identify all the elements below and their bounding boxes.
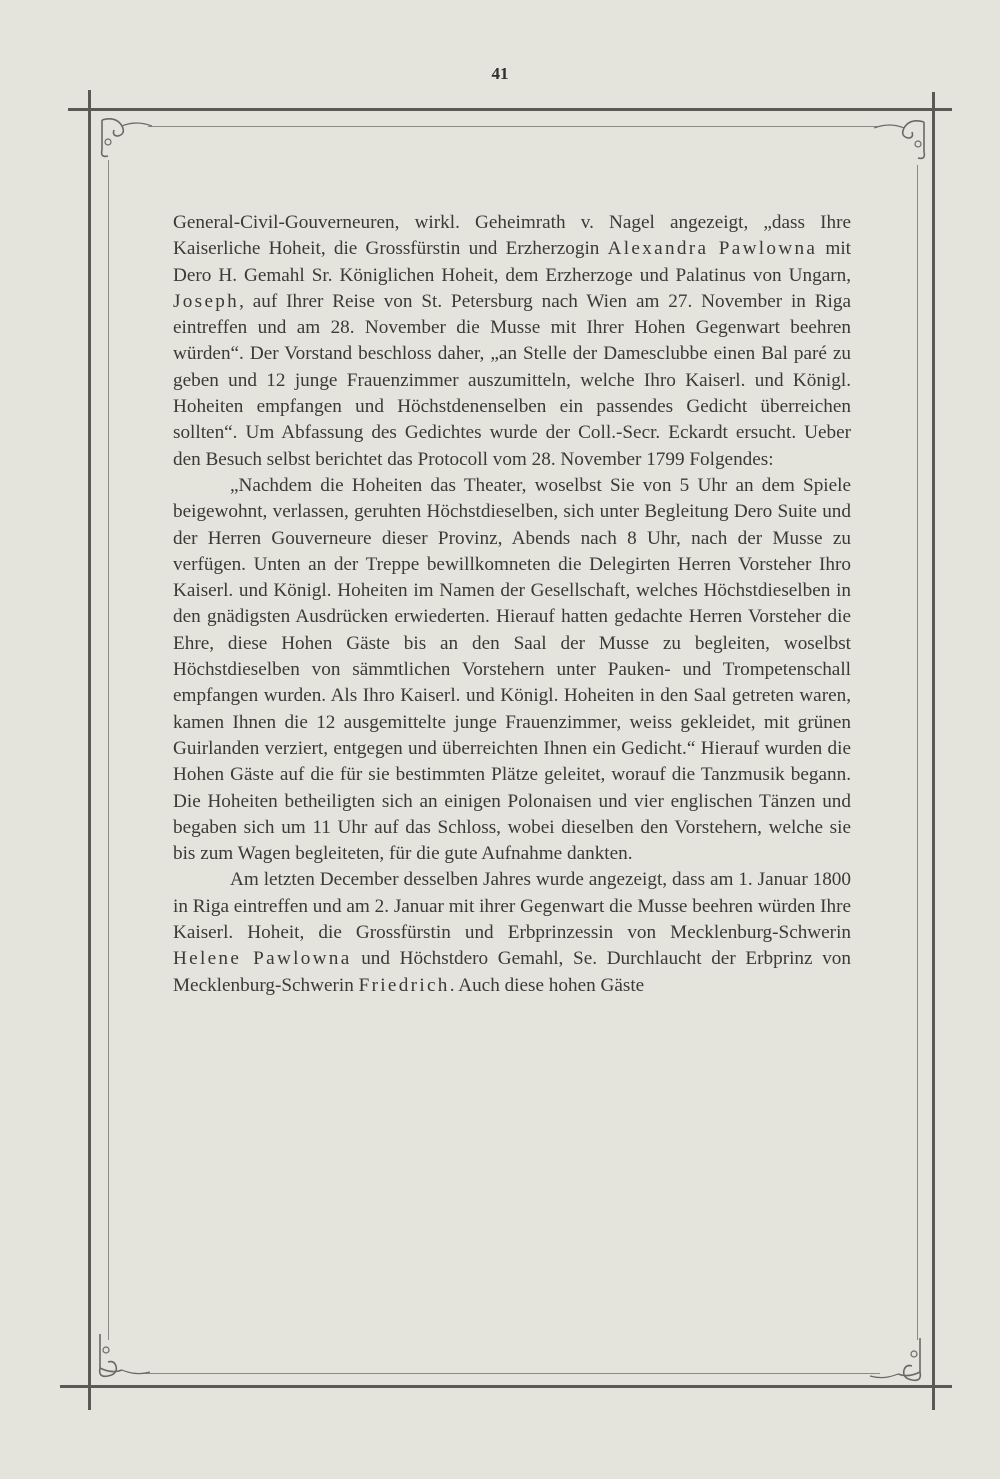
- spaced-name: Friedrich: [358, 974, 450, 996]
- paragraph-2: [173, 473, 851, 867]
- inner-bottom-rule: [140, 1373, 880, 1374]
- inner-left-rule: [108, 160, 109, 1340]
- spaced-name: Helene Pawlowna: [173, 948, 352, 970]
- text-segment: mit Dero H. Gemahl Sr. Königlichen Hoheit, dem Erzherzoge und Palatinus von Ungarn,: [173, 238, 851, 286]
- page-number: 41: [491, 64, 509, 83]
- frame-bottom-rule: [60, 1385, 952, 1388]
- text-segment: Am letzten December desselben Jahres wurde angezeigt, dass am 1. Januar 1800 in Riga eintreffen und am 2. Januar mit ihrer Gegenwart die Musse beehren würden Ihre Kaiserl. Hoheit, die Grossfürstin und Erbprinzessin von Mecklenburg-Schwerin: [173, 869, 851, 944]
- spaced-name: Alexandra Pawlowna: [607, 238, 818, 260]
- bottom-right-ornament-icon: [868, 1334, 928, 1390]
- body-text: [173, 210, 851, 999]
- frame-left-rule: [88, 90, 91, 1410]
- text-segment: , auf Ihrer Reise von St. Petersburg nach Wien am 27. November in Riga eintreffen und am 28. November die Musse mit Ihrer Hohen Gegenwart beehren würden“. Der Vorstand beschloss daher, „an Stelle der Damesclubbe einen Bal paré zu geben und 12 junge Frauenzimmer auszumitteln, welche Ihro Kaiserl. und Königl. Hoheiten empfangen und Höchstdenenselben ein passendes Gedicht überreichen sollten“. Um Abfassung des Gedichtes wurde der Coll.-Secr. Eckardt ersucht. Ueber den Besuch selbst berichtet das Protocoll vom 28. November 1799 Folgendes:: [173, 290, 851, 470]
- paragraph-1: [173, 210, 851, 473]
- text-segment: „Nachdem die Hoheiten das Theater, woselbst Sie von 5 Uhr an dem Spiele beigewohnt, verlassen, geruhten Höchstdieselben, sich unter Begleitung Dero Suite und der Herren Gouverneure dieser Provinz, Abends nach 8 Uhr, nach der Musse zu verfügen. Unten an der Treppe bewillkomneten die Delegirten Herren Vorsteher Ihro Kaiserl. und Königl. Hoheiten im Namen der Gesellschaft, welches Höchstdieselben in den gnädigsten Ausdrücken erwiederten. Hierauf hatten gedachte Herren Vorsteher die Ehre, diese Hohen Gäste bis an den Saal der Musse zu begleiten, woselbst Höchstdieselben von sämmtlichen Vorstehern unter Pauken- und Trompetenschall empfangen wurden. Als Ihro Kaiserl. und Königl. Hoheiten in den Saal getreten waren, kamen Ihnen die 12 ausgemittelte junge Frauenzimmer, weiss gekleidet, mit grünen Guirlanden verziert, entgegen und überreichten Ihnen ein Gedicht.“ Hierauf wurden die Hohen Gäste auf die für sie bestimmten Plätze geleitet, worauf die Tanzmusik begann. Die Hoheiten betheiligten sich an einigen Polonaisen und vier englischen Tänzen und begaben sich um 11 Uhr auf das Schloss, wobei dieselben den Vorstehern, welche sie bis zum Wagen begleiteten, für die gute Aufnahme dankten.: [173, 474, 851, 865]
- paragraph-3: [173, 867, 851, 998]
- text-segment: . Auch diese hohen Gäste: [449, 974, 645, 996]
- inner-right-rule: [917, 165, 918, 1340]
- frame-top-rule: [68, 108, 952, 111]
- top-left-ornament-icon: [96, 114, 156, 166]
- frame-right-rule: [932, 92, 935, 1410]
- text-segment: und Höchstdero Gemahl, Se. Durchlaucht der Erbprinz von Mecklenburg-Schwerin: [173, 948, 851, 996]
- top-right-ornament-icon: [870, 116, 930, 168]
- inner-top-rule: [148, 126, 878, 127]
- bottom-left-ornament-icon: [92, 1330, 152, 1386]
- text-segment: General-Civil-Gouverneuren, wirkl. Geheimrath v. Nagel angezeigt, „dass Ihre Kaiserliche Hoheit, die Grossfürstin und Erzherzogin: [173, 212, 851, 260]
- spaced-name: Joseph: [173, 290, 240, 312]
